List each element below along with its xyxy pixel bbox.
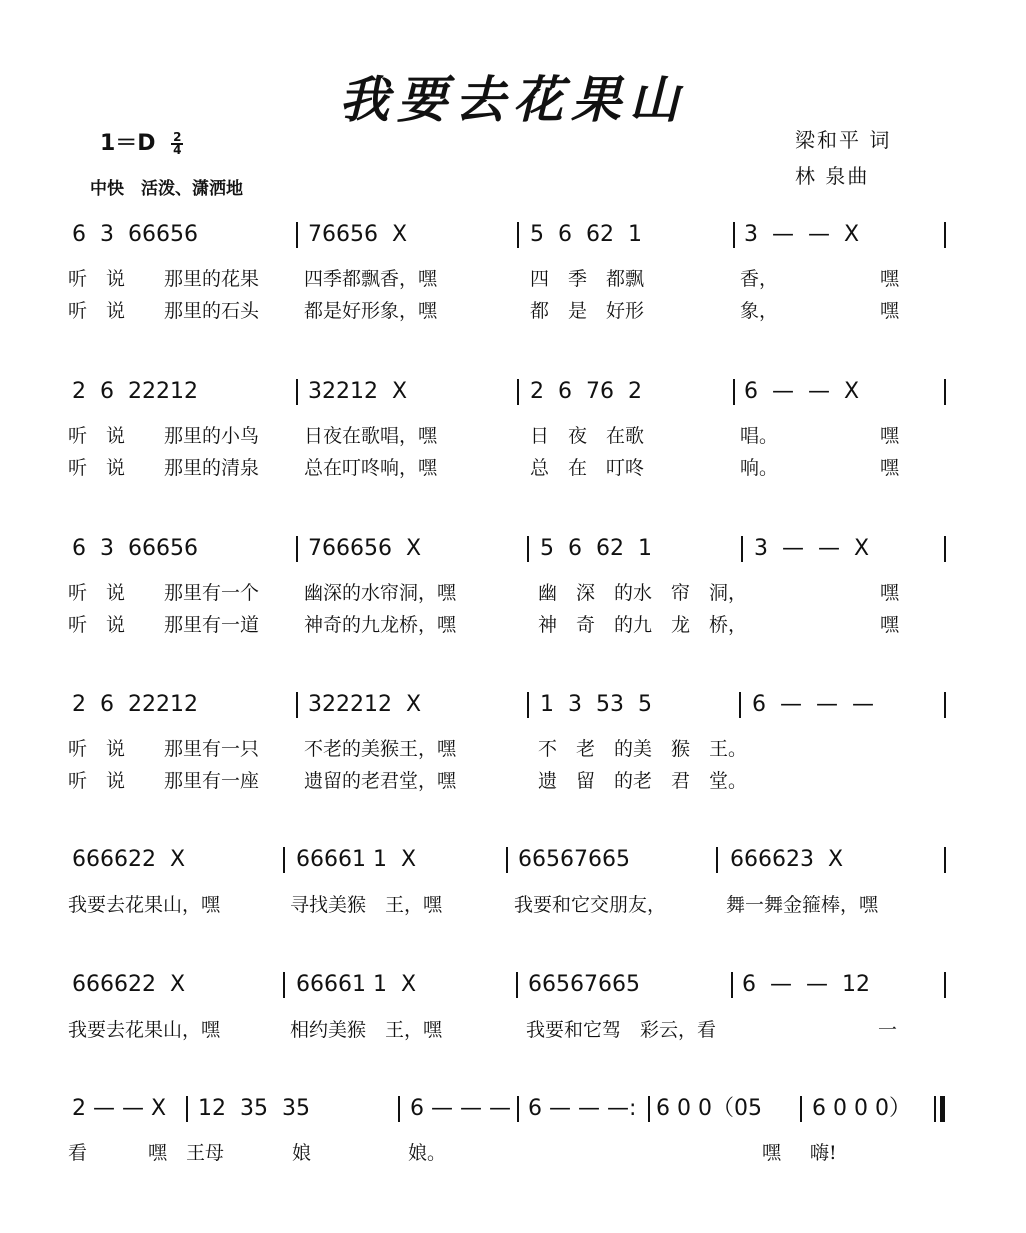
score-system-5: [0, 844, 1026, 984]
measure: 32212 X: [308, 379, 408, 404]
barline: [944, 379, 946, 405]
notation-line: [0, 533, 1026, 565]
lyric-text: 总 在 叮咚: [530, 457, 645, 479]
score-system-6: [0, 969, 1026, 1109]
key-signature: [100, 126, 183, 157]
lyric-text: 响。: [740, 457, 779, 479]
lyric-verse-1: [68, 265, 968, 293]
measure: 5 6 62 1: [530, 222, 642, 247]
barline: [739, 692, 741, 718]
lyric-text: 相约美猴 王，嘿: [290, 1019, 443, 1041]
lyric-text: 神 奇 的九 龙 桥，: [538, 614, 748, 636]
meter-top: 2: [173, 130, 182, 144]
lyric-verse-1: [68, 422, 968, 450]
measure: 6 — — 12: [742, 972, 870, 997]
measure: 6 — — X: [744, 379, 860, 404]
measure: 66567665: [528, 972, 640, 997]
barline: [283, 847, 285, 873]
measure: 6 0 0 0）: [812, 1096, 911, 1121]
lyric-text: 那里的石头: [164, 300, 260, 322]
lyric-text: 听 说: [68, 770, 126, 792]
repeat-barline: [648, 1096, 650, 1122]
notation-line: [0, 689, 1026, 721]
lyric-text: 听 说: [68, 268, 126, 290]
key-text: 1＝D: [100, 131, 156, 156]
lyric-text: 听 说: [68, 457, 126, 479]
lyric-text: 娘: [292, 1142, 312, 1164]
barline: [283, 972, 285, 998]
measure: 66661 1 X: [296, 847, 417, 872]
lyric-text: 舞一舞金箍棒，嘿: [726, 894, 879, 916]
measure: 6 — — —: [410, 1096, 511, 1121]
lyric-text: 四季都飘香，嘿: [304, 268, 438, 290]
lyric-text: 嘿: [880, 268, 900, 290]
final-barline-thin: [934, 1096, 936, 1122]
measure: 5 6 62 1: [540, 536, 652, 561]
measure: 6 0 0（05: [656, 1096, 762, 1121]
barline: [516, 972, 518, 998]
lyric-text: 嘿: [880, 457, 900, 479]
barline: [186, 1096, 188, 1122]
barline: [944, 222, 946, 248]
barline: [944, 972, 946, 998]
lyric-text: 都是好形象，嘿: [304, 300, 438, 322]
measure: 666622 X: [72, 847, 186, 872]
lyric-text: 四 季 都飘: [530, 268, 645, 290]
measure: 666622 X: [72, 972, 186, 997]
lyric-text: 神奇的九龙桥，嘿: [304, 614, 457, 636]
notation-line: [0, 844, 1026, 876]
meter-bottom: 4: [173, 143, 182, 157]
measure: 766656 X: [308, 536, 422, 561]
lyric-text: 不 老 的美 猴 王。: [538, 738, 748, 760]
lyricist-credit: 梁和平 词: [795, 128, 892, 152]
lyric-text: 那里有一个: [164, 582, 260, 604]
measure: 2 6 22212: [72, 692, 198, 717]
lyric-text: 幽深的水帘洞，嘿: [304, 582, 457, 604]
lyric-text: 听 说: [68, 582, 126, 604]
lyric-text: 娘。: [408, 1142, 447, 1164]
lyric-text: 那里的清泉: [164, 457, 260, 479]
barline: [527, 692, 529, 718]
barline: [741, 536, 743, 562]
notation-line: [0, 1093, 1026, 1125]
lyric-text: 听 说: [68, 614, 126, 636]
lyric-verse-1: [68, 579, 968, 607]
barline: [517, 379, 519, 405]
lyric-text: 遗留的老君堂，嘿: [304, 770, 457, 792]
lyric-text: 遗 留 的老 君 堂。: [538, 770, 748, 792]
barline: [296, 692, 298, 718]
barline: [944, 536, 946, 562]
lyric-text: 嘿 王母: [148, 1142, 225, 1164]
lyric-text: 一: [878, 1019, 898, 1041]
lyric-text: 不老的美猴王，嘿: [304, 738, 457, 760]
lyric-text: 嘿: [880, 582, 900, 604]
barline: [733, 222, 735, 248]
lyric-text: 幽 深 的水 帘 洞，: [538, 582, 748, 604]
lyric-verse-2: [68, 454, 968, 482]
lyric-ending: [68, 1139, 968, 1167]
score-system-3: [0, 533, 1026, 673]
lyric-text: 我要和它交朋友，: [514, 894, 667, 916]
barline: [716, 847, 718, 873]
tempo-marking: 中快 活泼、潇洒地: [90, 179, 243, 199]
lyric-text: 那里的花果: [164, 268, 260, 290]
lyric-verse-2: [68, 611, 968, 639]
lyric-verse-1: [68, 735, 968, 763]
barline: [733, 379, 735, 405]
time-signature: [171, 132, 183, 156]
measure: 66567665: [518, 847, 630, 872]
barline: [517, 222, 519, 248]
lyric-text: 寻找美猴 王，嘿: [290, 894, 443, 916]
lyric-text: 我要去花果山，嘿: [68, 894, 221, 916]
measure: 12 35 35: [198, 1096, 310, 1121]
lyric-chorus: [68, 891, 968, 919]
lyric-text: 嘿: [880, 300, 900, 322]
barline: [731, 972, 733, 998]
lyric-text: 我要去花果山，嘿: [68, 1019, 221, 1041]
score-system-4: [0, 689, 1026, 829]
measure: 3 — — X: [744, 222, 860, 247]
lyric-text: 听 说: [68, 738, 126, 760]
measure: 6 3 66656: [72, 536, 198, 561]
measure: 666623 X: [730, 847, 844, 872]
lyric-text: 那里有一座: [164, 770, 260, 792]
lyric-text: 日夜在歌唱，嘿: [304, 425, 438, 447]
barline: [944, 847, 946, 873]
lyric-text: 总在叮咚响，嘿: [304, 457, 438, 479]
lyric-text: 唱。: [740, 425, 779, 447]
lyric-text: 香，: [740, 268, 779, 290]
barline: [296, 222, 298, 248]
lyric-text: 看: [68, 1142, 88, 1164]
lyric-text: 那里的小鸟: [164, 425, 260, 447]
lyric-text: 嘿: [880, 614, 900, 636]
lyric-text: 我要和它驾 彩云，看: [526, 1019, 717, 1041]
barline: [517, 1096, 519, 1122]
lyric-chorus: [68, 1016, 968, 1044]
measure: 2 6 76 2: [530, 379, 642, 404]
barline: [800, 1096, 802, 1122]
notation-line: [0, 969, 1026, 1001]
lyric-text: 嗨!: [810, 1142, 837, 1164]
composer-credit: 林 泉曲: [795, 164, 870, 188]
lyric-text: 都 是 好形: [530, 300, 645, 322]
measure: 6 — — —: [752, 692, 874, 717]
score-system-2: [0, 376, 1026, 516]
lyric-text: 嘿: [880, 425, 900, 447]
score-system-1: [0, 219, 1026, 359]
barline: [296, 536, 298, 562]
barline: [506, 847, 508, 873]
barline: [296, 379, 298, 405]
measure: 6 — — —:: [528, 1096, 637, 1121]
notation-line: [0, 376, 1026, 408]
notation-line: [0, 219, 1026, 251]
barline: [398, 1096, 400, 1122]
lyric-text: 听 说: [68, 425, 126, 447]
measure: 2 6 22212: [72, 379, 198, 404]
song-title: 我要去花果山: [339, 70, 687, 129]
measure: 1 3 53 5: [540, 692, 652, 717]
measure: 76656 X: [308, 222, 408, 247]
measure: 66661 1 X: [296, 972, 417, 997]
lyric-text: 嘿: [762, 1142, 782, 1164]
lyric-verse-2: [68, 767, 968, 795]
barline: [944, 692, 946, 718]
measure: 3 — — X: [754, 536, 870, 561]
lyric-text: 那里有一只: [164, 738, 260, 760]
final-barline-thick: [940, 1096, 945, 1122]
lyric-text: 象，: [740, 300, 779, 322]
lyric-text: 日 夜 在歌: [530, 425, 645, 447]
measure: 322212 X: [308, 692, 422, 717]
lyric-verse-2: [68, 297, 968, 325]
measure: 6 3 66656: [72, 222, 198, 247]
barline: [527, 536, 529, 562]
lyric-text: 那里有一道: [164, 614, 260, 636]
score-system-7: [0, 1093, 1026, 1233]
lyric-text: 听 说: [68, 300, 126, 322]
measure: 2 — — X: [72, 1096, 167, 1121]
